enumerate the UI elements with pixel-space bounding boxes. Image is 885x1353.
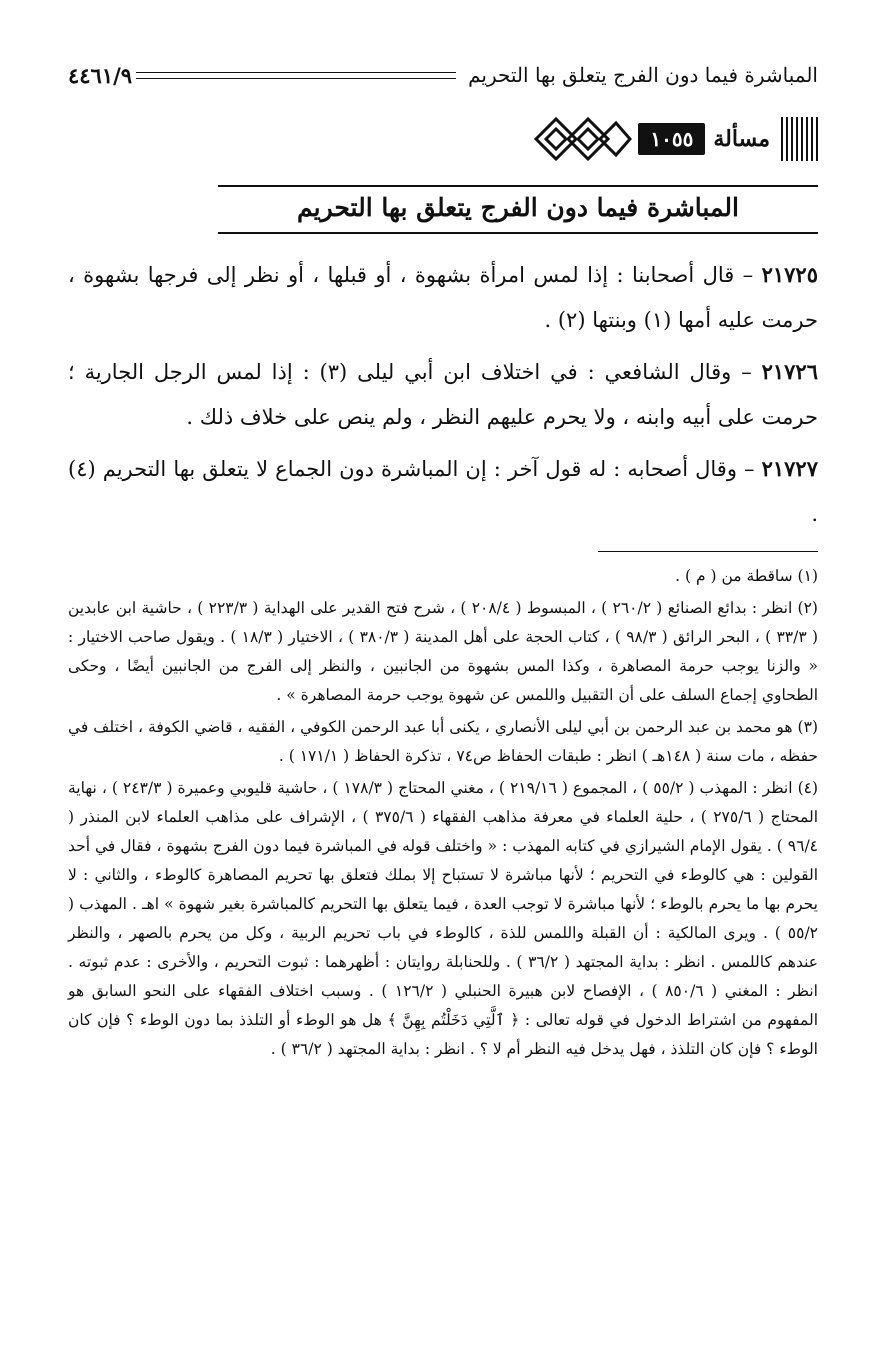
issue-label: مسألة	[713, 126, 770, 152]
section-title-box	[218, 185, 818, 234]
book-page	[68, 55, 818, 1067]
paragraph	[68, 446, 818, 537]
running-header	[68, 55, 818, 95]
paragraph-text: – قال أصحابنا : إذا لمس امرأة بشهوة ، أو قبلها ، أو نظر إلى فرجها بشهوة ، حرمت عليه أمها (١) وبنتها (٢) .	[68, 263, 818, 332]
ornament-icon	[532, 115, 632, 163]
paragraph	[68, 252, 818, 343]
paragraph-text: – وقال أصحابه : له قول آخر : إن المباشرة دون الجماع لا يتعلق بها التحريم (٤) .	[68, 457, 818, 526]
footnote-divider	[598, 551, 818, 552]
issue-number: ١٠٥٥	[638, 123, 705, 155]
footnote: (٢) انظر : بدائع الصنائع ( ٢٦٠/٢ ) ، المبسوط ( ٢٠٨/٤ ) ، شرح فتح القدير على الهداية ( ٢٢٣/٣ ) ، حاشية ابن عابدين ( ٣٣/٣ ) ، البحر الرائق ( ٩٨/٣ ) ، كتاب الحجة على أهل المدينة ( ٣٨٠/٣ ) ، الاختيار ( ١٨/٣ ) . ويقول صاحب الاختيار : « والزنا يوجب حرمة المصاهرة ، وكذا المس بشهوة من الجانبين ، والنظر إلى الفرج من الجانبين أيضًا ، وحكى الطحاوي إجماع السلف على أن التقبيل واللمس عن شهوة يوجب حرمة المصاهرة » .	[68, 599, 818, 704]
header-rule	[136, 72, 456, 79]
footnote: (٤) انظر : المهذب ( ٥٥/٢ ) ، المجموع ( ٢١٩/١٦ ) ، مغني المحتاج ( ١٧٨/٣ ) ، حاشية قليوبي وعميرة ( ٢٤٣/٣ ) ، نهاية المحتاج ( ٢٧٥/٦ ) ، حلية العلماء في معرفة مذاهب الفقهاء ( ٣٧٥/٦ ) ، الإشراف على مذاهب العلماء لابن المنذر ( ٩٦/٤ ) . يقول الإمام الشيرازي في كتابه المهذب : « واختلف قوله في المباشرة فيما دون الفرج بشهوة ، فقال في أحد القولين : هي كالوطء في التحريم ؛ لأنها مباشرة لا تستباح إلا بملك فتعلق بها تحريم المصاهرة كالوطء ، والثاني : لا يحرم بها ما يحرم بالوطء ؛ لأنها مباشرة لا توجب العدة ، فيما يتعلق بها التحريم كالمباشرة بغير شهوة » اهـ . المهذب ( ٥٥/٢ ) . ويرى المالكية : أن القبلة واللمس للذة ، كالوطء في باب تحريم الربية ، وكل من يحرم بالصهر ، والنظر عندهم كاللمس . انظر : بداية المجتهد ( ٣٦/٢ ) . وللحنابلة روايتان : أظهرهما : ثبوت التحريم ، والأخرى : عدم ثبوته . انظر : المغني ( ٨٥٠/٦ ) ، الإفصاح لابن هبيرة الحنبلي ( ١٢٦/٢ ) . وسبب اختلاف الفقهاء على النحو السابق هو المفهوم من اشتراط الدخول في قوله تعالى : ﴿ ٱلَّتِي دَخَلْتُم بِهِنَّ ﴾ هل هو الوطء أو التلذذ بما دون الوطء ؟ فإن كان الوطء ؟ فإن كان التلذذ ، فهل يدخل فيه النظر أم لا ؟ . انظر : بداية المجتهد ( ٣٦/٢ ) .	[68, 779, 819, 1058]
section-title: المباشرة فيما دون الفرج يتعلق بها التحريم	[297, 193, 739, 222]
issue-banner	[68, 115, 818, 163]
banner-bars-ornament	[778, 117, 818, 161]
footnotes	[68, 562, 818, 1064]
paragraph-number: ٢١٧٢٥	[761, 262, 818, 287]
paragraph	[68, 349, 818, 440]
page-reference: ٤٤٦١/٩	[68, 62, 133, 88]
running-title: المباشرة فيما دون الفرج يتعلق بها التحريم	[468, 63, 818, 87]
footnote: (٣) هو محمد بن عبد الرحمن بن أبي ليلى الأنصاري ، يكنى أبا عبد الرحمن الكوفي ، الفقيه ، قاضي الكوفة ، اختلف في حفظه ، مات سنة ( ١٤٨هـ ) انظر : طبقات الحفاظ ص٧٤ ، تذكرة الحفاظ ( ١٧١/١ ) .	[68, 718, 818, 765]
paragraph-number: ٢١٧٢٦	[761, 359, 818, 384]
footnote: (١) ساقطة من ( م ) .	[675, 567, 818, 585]
paragraph-text: – وقال الشافعي : في اختلاف ابن أبي ليلى (٣) : إذا لمس الرجل الجارية ؛ حرمت على أبيه وابنه ، ولا يحرم عليهم النظر ، ولم ينص على خلاف ذلك .	[68, 360, 818, 429]
main-text	[68, 252, 818, 537]
paragraph-number: ٢١٧٢٧	[761, 456, 818, 481]
